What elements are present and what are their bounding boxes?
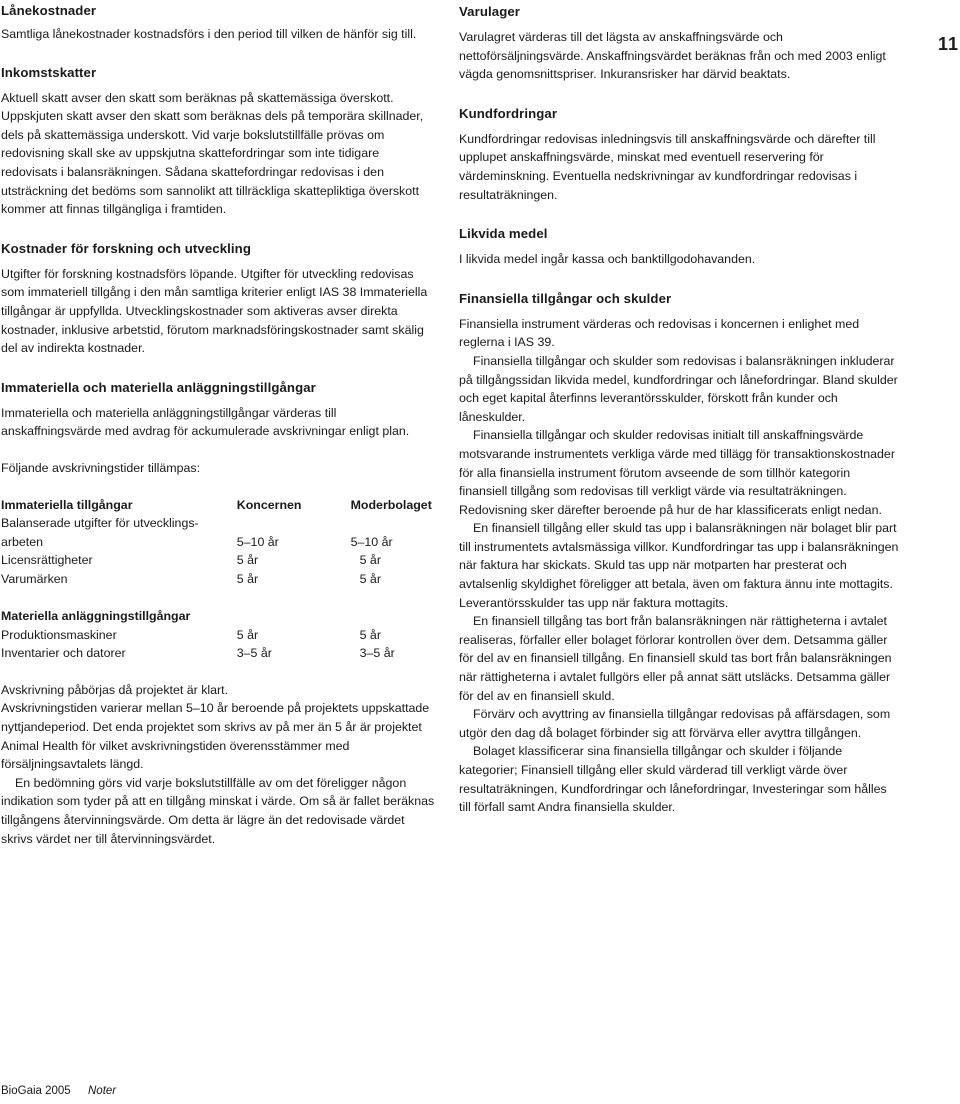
- table-cell: 5 år: [359, 553, 381, 568]
- heading-likvida-medel: Likvida medel: [459, 226, 548, 242]
- table-header-cell: Koncernen: [236, 497, 302, 512]
- text-avskrivningstider-intro: Följande avskrivningstider tillämpas:: [1, 460, 201, 475]
- table-row: [1, 514, 439, 533]
- text-immateriella: Immateriella och materiella anläggningstillgångar värderas till anskaffningsvärde med avdrag för ackumulerade avskrivningar enligt plan.: [1, 405, 410, 439]
- text-forskning: Utgifter för forskning kostnadsförs löpande. Utgifter för utveckling redovisas som immateriell tillgång i den mån samtliga kriterier enligt IAS 38 Immateriella tillgångar är uppfyllda. Utvecklingskostnader som aktiveras avser direkta kostnader, inklusive arbetstid, förutom marknadsföringskostnader samt skälig del av indirekta kostnader.: [1, 266, 428, 356]
- footer: [1, 1085, 117, 1097]
- text-nedskrivning: En bedömning görs vid varje bokslutstillfälle av om det föreligger någon indikation som tyder på att en tillgång minskat i värde. Om så är fallet beräknas tillgångens återvinningsvärde. Om detta är lägre än det redovisade värdet skrivs värdet ner till återvinningsvärdet.: [1, 775, 435, 846]
- table-cell: 5–10 år: [236, 534, 279, 549]
- footer-section: Noter: [88, 1085, 117, 1097]
- heading-kundfordringar: Kundfordringar: [459, 105, 558, 121]
- table-header-row: [1, 496, 439, 515]
- table-cell: 5 år: [359, 571, 381, 586]
- table-row: [1, 626, 439, 645]
- left-column: [1, 0, 439, 848]
- table-cell: Produktionsmaskiner: [1, 627, 117, 642]
- text-finansiella-7: Bolaget klassificerar sina finansiella tillgångar och skulder i följande kategorier; Finansiell tillgång eller skuld värderad till verkligt värde över resultaträkningen, Kundfordringar och lånefordringar, Investeringar som hålles till förfall samt Andra finansiella skulder.: [459, 744, 887, 815]
- text-lanekostnader: Samtliga lånekostnader kostnadsförs i den period till vilken de hänför sig till.: [1, 27, 417, 41]
- right-column: [459, 0, 899, 817]
- table-cell: 5 år: [359, 627, 381, 642]
- heading-inkomstskatter: Inkomstskatter: [1, 64, 97, 80]
- text-finansiella-6: Förvärv och avyttring av finansiella tillgångar redovisas på affärsdagen, som utgör den dag då bolaget förbinder sig att förvärva eller avyttra tillgången.: [459, 707, 891, 740]
- table-cell: 3–5 år: [236, 646, 272, 661]
- text-kundfordringar: Kundfordringar redovisas inledningsvis till anskaffningsvärde och därefter till upplupet anskaffningsvärde, minskat med eventuell reservering för värdeminskning. Eventuella nedskrivningar av kundfordringar redovisas i resultaträkningen.: [459, 131, 876, 202]
- heading-forskning: Kostnader för forskning och utveckling: [1, 240, 251, 256]
- table-cell: 5–10 år: [350, 534, 393, 549]
- table-row: [1, 570, 439, 589]
- text-likvida-medel: I likvida medel ingår kassa och banktillgodohavanden.: [459, 252, 756, 267]
- heading-finansiella: Finansiella tillgångar och skulder: [459, 290, 672, 306]
- table-cell: [351, 514, 439, 533]
- table-subheader-row: [1, 607, 439, 626]
- text-finansiella-1: Finansiella instrument värderas och redovisas i koncernen i enlighet med reglerna i IAS 39.: [459, 316, 860, 350]
- table-row: [1, 551, 439, 570]
- text-avskrivningstid: Avskrivningstiden varierar mellan 5–10 år beroende på projektets uppskattade nyttjandeperiod. Det enda projektet som skrivs av på mer än 5 år är projektet Animal Health för vilket avskrivningstiden överensstämmer med försäljningsavtalets längd.: [1, 701, 430, 772]
- table-cell: arbeten: [1, 534, 44, 549]
- text-finansiella-5: En finansiell tillgång tas bort från balansräkningen när rättigheterna i avtalet realiseras, förfaller eller bolaget förlorar kontrollen över dem. Detsamma gäller för del av en finansiell tillgång. En finansiell skuld tas bort från balansräkningen när rättigheterna i avtalet fullgörs eller på annat sätt utsläcks. Detsamma gäller för del av en finansiell skuld.: [459, 614, 892, 703]
- table-cell: 5 år: [236, 571, 259, 586]
- table-cell: Licensrättigheter: [1, 553, 93, 568]
- table-header-cell: Immateriella tillgångar: [1, 497, 133, 512]
- table-cell: Balanserade utgifter för utvecklings-: [1, 516, 199, 531]
- table-cell: 5 år: [236, 553, 259, 568]
- footer-brand: BioGaia 2005: [1, 1085, 71, 1097]
- heading-immateriella: Immateriella och materiella anläggningstillgångar: [1, 379, 316, 395]
- text-varulager: Varulagret värderas till det lägsta av anskaffningsvärde och nettoförsäljningsvärde. Anskaffningsvärdet beräknas från och med 2003 enligt vägda genomsnittspriser. Inkuransrisker har därvid beaktats.: [459, 30, 886, 82]
- depreciation-table: [1, 496, 439, 663]
- text-finansiella-2: Finansiella tillgångar och skulder som redovisas i balansräkningen inkluderar på tillgångssidan likvida medel, kundfordringar och lånefordringar. Bland skulder och eget kapital återfinns leverantörsskulder, förskott från kunder och låneskulder.: [459, 353, 898, 424]
- table-row: [1, 533, 439, 552]
- table-cell: [237, 514, 351, 533]
- heading-varulager: Varulager: [459, 4, 521, 19]
- heading-lanekostnader: Lånekostnader: [1, 3, 97, 18]
- table-cell: Varumärken: [1, 571, 68, 586]
- table-subheader-cell: Materiella anläggningstillgångar: [1, 609, 191, 624]
- text-avskrivning-start: Avskrivning påbörjas då projektet är klart.: [1, 682, 229, 697]
- table-cell: Inventarier och datorer: [1, 646, 126, 661]
- table-header-cell: Moderbolaget: [350, 497, 432, 512]
- text-finansiella-4: En finansiell tillgång eller skuld tas upp i balansräkningen när bolaget blir part till instrumentets avtalsmässiga villkor. Kundfordringar tas upp i balansräkningen när faktura har skickats. Skuld tas upp när motparten har presterat och avtalsenlig skyldighet föreligger att betala, även om faktura ännu inte mottagits. Leverantörsskulder tas upp när faktura mottagits.: [459, 521, 899, 610]
- page-number: 11: [938, 34, 960, 54]
- table-cell: 3–5 år: [359, 646, 395, 661]
- text-inkomstskatter: Aktuell skatt avser den skatt som beräknas på skattemässiga överskott. Uppskjuten skatt avser den skatt som beräknas dels på temporära skillnader, dels på skattemässiga underskott. Vid varje bokslutstillfälle prövas om redovisning skall ske av uppskjutna skattefordringar som inte tidigare redovisats i balansräkningen. Sådana skattefordringar redovisas i den utsträckning det bedöms som sannolikt att tillräckliga skattepliktiga överskott kommer att finnas tillgängliga i framtiden.: [1, 90, 424, 217]
- table-row: [1, 644, 439, 663]
- text-finansiella-3: Finansiella tillgångar och skulder redovisas initialt till anskaffningsvärde motsvarande instrumentets verkliga värde med tillägg för transaktionskostnader för alla finansiella instrument förutom avseende de som tillhör kategorin finansiell tillgång som redovisas till verkligt värde via resultaträkningen. Redovisning sker därefter beroende på hur de har klassificerats enligt nedan.: [459, 428, 895, 517]
- table-cell: 5 år: [236, 627, 259, 642]
